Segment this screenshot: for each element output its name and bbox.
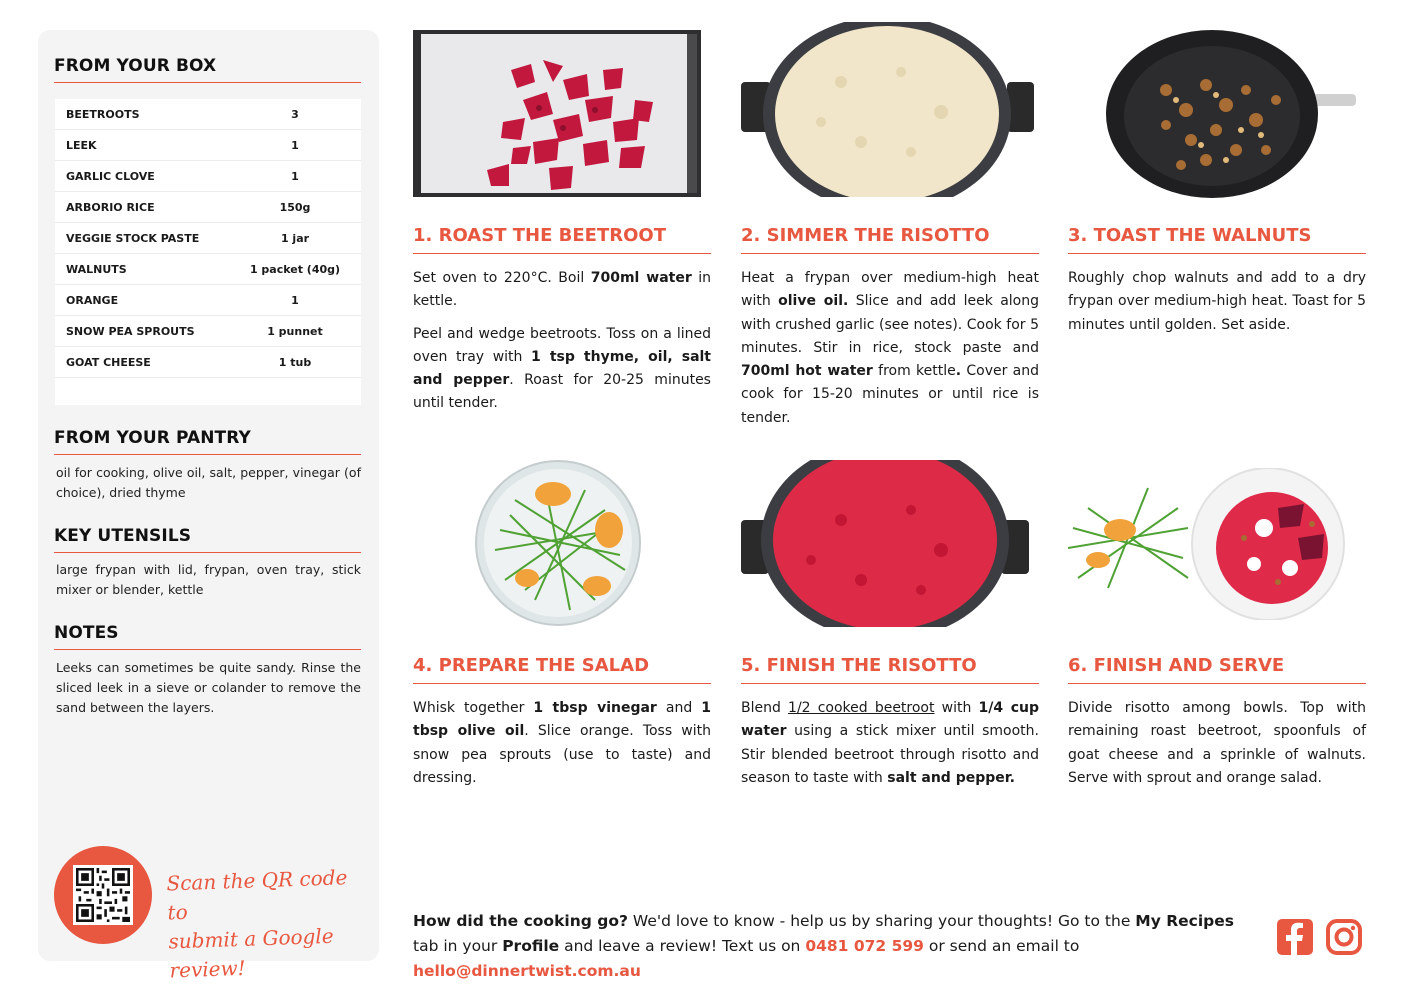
from-your-pantry-heading: FROM YOUR PANTRY xyxy=(54,428,361,455)
ingredient-row xyxy=(55,161,361,192)
roast-beetroot-photo xyxy=(413,30,701,197)
qr-caption xyxy=(166,863,370,986)
step-4-body xyxy=(413,697,711,799)
step-5-body xyxy=(741,697,1039,799)
review-footer: How did the cooking go? We'd love to know - help us by sharing your thoughts! Go to the My Recipes tab in your Profile and leave a review! Text us on 0481 072 599 or send an email to hello@dinnertwist.com.au xyxy=(413,912,1234,980)
step-6-paragraph: Divide risotto among bowls. Top with remaining roast beetroot, spoonfuls of goat cheese and a sprinkle of walnuts. Serve with sprout and orange salad. xyxy=(1068,700,1366,786)
step-2-body xyxy=(741,267,1039,439)
step-1-title: 1. ROAST THE BEETROOT xyxy=(413,225,711,254)
ingredient-qty: 1 xyxy=(291,293,299,307)
notes-text: Leeks can sometimes be quite sandy. Rinse the sliced leek in a sieve or colander to remove the sand between the layers. xyxy=(56,660,361,715)
qr-badge xyxy=(54,846,152,944)
ingredients-table xyxy=(55,99,361,405)
step-3-paragraph: Roughly chop walnuts and add to a dry frypan over medium-high heat. Toast for 5 minutes until golden. Set aside. xyxy=(1068,270,1366,333)
instagram-icon[interactable] xyxy=(1325,918,1363,956)
ingredient-row xyxy=(55,347,361,378)
finish-risotto-photo xyxy=(741,460,1029,627)
step-1-paragraph: Peel and wedge beetroots. Toss on a lined oven tray with 1 tsp thyme, oil, salt and pepper. Roast for 20-25 minutes until tender. xyxy=(413,325,712,412)
ingredient-qty: 1 xyxy=(291,169,299,183)
step-2-paragraph: Heat a frypan over medium-high heat with olive oil. Slice and add leek along with crushed garlic (see notes). Cook for 5 minutes. Stir in rice, stock paste and 700ml hot water from kettle. Cover and cook for 15-20 minutes or until rice is tender. xyxy=(741,270,1040,426)
ingredient-qty: 1 punnet xyxy=(267,324,323,338)
ingredient-name: ARBORIO RICE xyxy=(66,200,155,214)
ingredient-row xyxy=(55,223,361,254)
sidebar xyxy=(38,30,379,983)
ingredient-qty: 1 packet (40g) xyxy=(249,262,341,276)
qr-caption-line2: submit a Google review! xyxy=(168,923,334,983)
toast-walnuts-photo xyxy=(1106,30,1356,200)
qr-caption-line1: Scan the QR code to xyxy=(166,865,348,925)
ingredient-row xyxy=(55,285,361,316)
step-6-body xyxy=(1068,697,1366,799)
pantry-text: oil for cooking, olive oil, salt, pepper, vinegar (of choice), dried thyme xyxy=(56,465,361,500)
step-3-title: 3. TOAST THE WALNUTS xyxy=(1068,225,1366,254)
email-link[interactable]: hello@dinnertwist.com.au xyxy=(413,962,641,980)
step-2-title: 2. SIMMER THE RISOTTO xyxy=(741,225,1039,254)
ingredient-row xyxy=(55,192,361,223)
ingredient-name: VEGGIE STOCK PASTE xyxy=(66,231,200,245)
my-recipes-link[interactable]: My Recipes xyxy=(1135,912,1234,930)
qr-code-icon[interactable] xyxy=(73,865,133,925)
step-4-title: 4. PREPARE THE SALAD xyxy=(413,655,711,684)
step-3-body xyxy=(1068,267,1366,346)
ingredient-row xyxy=(55,99,361,130)
ingredient-name: ORANGE xyxy=(66,293,119,307)
profile-link[interactable]: Profile xyxy=(502,937,560,955)
from-your-box-heading: FROM YOUR BOX xyxy=(54,56,361,83)
phone-link[interactable]: 0481 072 599 xyxy=(805,937,924,955)
ingredient-row xyxy=(55,254,361,285)
step-5-paragraph: Blend 1/2 cooked beetroot with 1/4 cup water using a stick mixer until smooth. Stir blended beetroot through risotto and season to taste with salt and pepper. xyxy=(741,700,1039,786)
ingredient-row xyxy=(55,316,361,347)
ingredient-qty: 1 jar xyxy=(280,231,310,245)
notes-heading: NOTES xyxy=(54,623,361,650)
step-6-title: 6. FINISH AND SERVE xyxy=(1068,655,1366,684)
step-1-paragraph: Set oven to 220°C. Boil 700ml water in kettle. xyxy=(413,270,711,310)
ingredient-name: BEETROOTS xyxy=(66,107,140,121)
ingredient-name: GOAT CHEESE xyxy=(66,355,151,369)
step-5-title: 5. FINISH THE RISOTTO xyxy=(741,655,1039,684)
ingredient-row xyxy=(55,130,361,161)
ingredient-name: WALNUTS xyxy=(66,262,127,276)
step-4-paragraph: Whisk together 1 tbsp vinegar and 1 tbsp olive oil. Slice orange. Toss with snow pea sprouts (use to taste) and dressing. xyxy=(413,700,711,786)
key-utensils-heading: KEY UTENSILS xyxy=(54,526,361,553)
ingredient-qty: 3 xyxy=(291,107,299,121)
footer-question: How did the cooking go? xyxy=(413,912,628,930)
ingredient-name: GARLIC CLOVE xyxy=(66,169,155,183)
utensils-text: large frypan with lid, frypan, oven tray, stick mixer or blender, kettle xyxy=(56,562,361,597)
finish-serve-photo xyxy=(1068,468,1348,620)
ingredient-name: LEEK xyxy=(66,138,97,152)
ingredient-name: SNOW PEA SPROUTS xyxy=(66,324,195,338)
ingredient-qty: 1 tub xyxy=(278,355,312,369)
facebook-icon[interactable] xyxy=(1276,918,1314,956)
salad-bowl-photo xyxy=(475,460,641,626)
ingredient-qty: 150g xyxy=(279,200,311,214)
step-1-body xyxy=(413,267,711,425)
ingredient-qty: 1 xyxy=(291,138,299,152)
simmer-risotto-photo xyxy=(741,22,1034,197)
